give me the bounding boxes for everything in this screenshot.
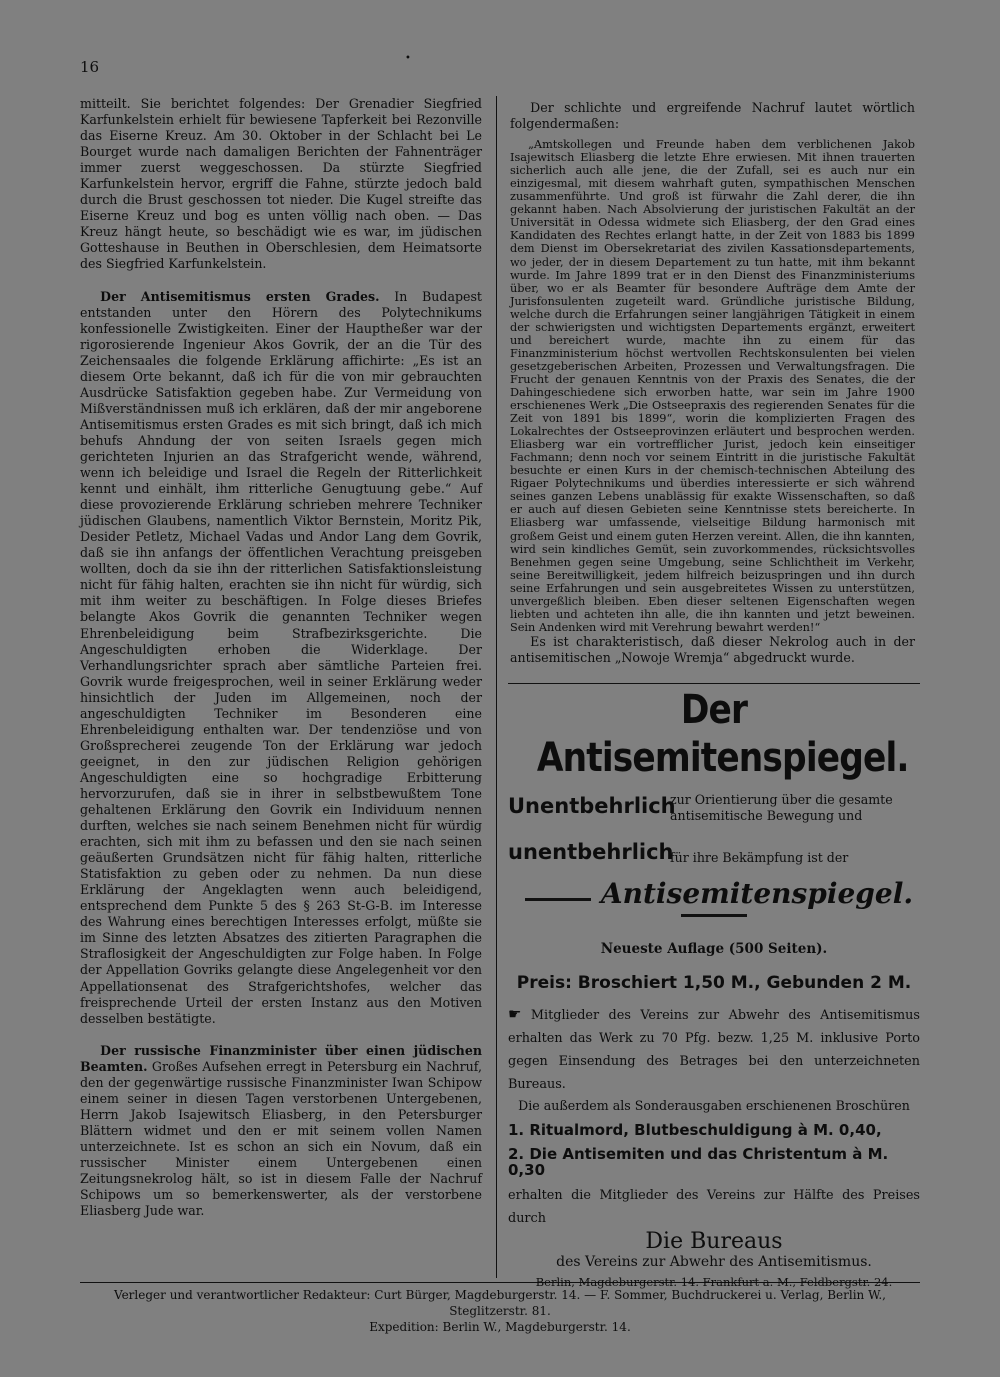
ad-item-1: 1. Ritualmord, Blutbeschuldigung à M. 0,40, [508, 1121, 882, 1139]
footer-expedition: Expedition: Berlin W., Magdeburgerstr. 14. [369, 1320, 631, 1334]
obituary-text: „Amtskollegen und Freunde haben dem verblichenen Jakob Isajewitsch Eliasberg die letzte Ehre erwiesen. Mit ihnen trauerten sicherlich auch alle jene, die der Zufall, sei es auch nur ein einzigesmal, mit diesem wahrhaft guten, sympathischen Menschen zusammenführte. Und groß ist fürwahr die Zahl derer, die ihn gekannt haben. Nach Absolvierung der juristischen Fakultät an der Universität in Odessa widmete sich Eliasberg, der den Grad eines Kandidaten des Rechtes erlangt hatte, in der Zeit von 1883 bis 1899 dem Dienst im Obersekretariat des zivilen Kassationsdepartements, wo jeder, der in diesem Departement zu tun hatte, mit ihm bekannt wurde. Im Jahre 1899 trat er in den Dienst des Finanzministeriums über, wo er als Beamter für besondere Aufträge dem Amte der Jurisfonsulenten zugeteilt ward. Gründliche juristische Bildung, welche durch die Erfahrungen seiner langjährigen Tätigkeit in einem der schwierigsten und wichtigsten Departements ergänzt, erweitert und bereichert wurde, machte ihn zu einem für das Finanzministerium höchst wertvollen Rechtskonsulenten bei vielen gesetzgeberischen Arbeiten, Prozessen und Verwaltungsfragen. Die Frucht der genauen Kenntnis von der Praxis des Senates, die der Dahingeschiedene sich erworben hatte, war sein im Jahre 1900 erschienenes Werk „Die Ostseepraxis des regierenden Senates für die Zeit von 1891 bis 1899“, worin die komplizierten Fragen des Lokalrechtes der Ostseeprovinzen erläutert und besprochen werden. Eliasberg war ein vortrefflicher Jurist, jedoch kein einseitiger Fachmann; denn noch vor seinem Eintritt in die juristische Fakultät besuchte er einen Kurs in der chemisch-technischen Abteilung des Rigaer Polytechnikums und überdies interessierte er sich während seines ganzen Lebens unablässig für exakte Wissenschaften, so daß er auch auf diesen Gebieten seine Kenntnisse stets bereicherte. In Eliasberg war umfassende, vielseitige Bildung harmonisch mit großem Geist und einem guten Herzen vereint. Allen, die ihn kannten, wird sein kindliches Gemüt, sein zuvorkommendes, rücksichtsvolles Benehmen gegen seine Umgebung, seine Schlichtheit im Verkehr, seine Bereitwilligkeit, jedem hilfreich beizuspringen und ihn durch seine Erfahrungen und sein ausgebreitetes Wissen zu unterstützen, unvergeßlich bleiben. Eben dieser seltenen Eigenschaften wegen liebten und achteten ihn alle, die ihn kannten und jetzt beweinen. Sein Andenken wird mit Verehrung bewahrt werden!“ [510, 138, 915, 634]
right-column [510, 100, 915, 666]
ad-item-2: 2. Die Antisemiten und das Christentum à M. 0,30 [508, 1145, 889, 1179]
article-antisemitismus [80, 289, 482, 1027]
ad-addresses: Berlin, Magdeburgerstr. 14. Frankfurt a. M., Feldbergstr. 24. [535, 1275, 893, 1289]
ad-bureaus: Die Bureaus [645, 1229, 783, 1254]
ad-also: Die außerdem als Sonderausgaben erschienenen Broschüren [518, 1098, 910, 1113]
footer-publisher: Verleger und verantwortlicher Redakteur: Curt Bürger, Magdeburgerstr. 14. — F. Sommer, Buchdruckerei u. Verlag, Berlin W., Steglitzerstr. 81. [114, 1288, 886, 1318]
page-number: 16 [80, 58, 100, 76]
ad-subtitle: Antisemitenspiegel. [600, 877, 914, 910]
ad-members-text: Mitglieder des Vereins zur Abwehr des Antisemitismus erhalten das Werk zu 70 Pfg. bezw. 1,25 M. inklusive Porto gegen Einsendung des Betrages bei den unterzeichneten Bureaus. [508, 1008, 920, 1092]
ad-big-word: Unentbehrlich [508, 794, 676, 818]
footer [80, 1287, 920, 1335]
article-finanzminister [80, 1043, 482, 1220]
ad-big-word: unentbehrlich [508, 840, 674, 864]
obituary-intro: Der schlichte und ergreifende Nachruf lautet wörtlich folgendermaßen: [510, 100, 915, 132]
article-heading: Der Antisemitismus ersten Grades. [100, 288, 380, 304]
ad-members [508, 1003, 920, 1096]
article-karfunkelstein: mitteilt. Sie berichtet folgendes: Der Grenadier Siegfried Karfunkelstein erhielt für bewiesene Tapferkeit bei Rezonville das Eiserne Kreuz. Am 30. Oktober in der Schlacht bei Le Bourget wurde nach damaligen Berichten der Fahnenträger immer zuerst weggeschossen. Da stürzte Siegfried Karfunkelstein hervor, ergriff die Fahne, stürzte jedoch bald durch die Brust geschossen tot nieder. Die Kugel streifte das Eiserne Kreuz und bog es unten völlig nach oben. — Das Kreuz hängt heute, so beschädigt wie es war, im jüdischen Gotteshause in Beuthen in Oberschlesien, dem Heimatsorte des Siegfried Karfunkelstein. [80, 96, 482, 272]
ad-title: Der Antisemitenspiegel. [536, 687, 909, 781]
advertisement [508, 686, 920, 1290]
ad-row-bekaempfung [508, 840, 920, 880]
ad-verein: des Vereins zur Abwehr des Antisemitismus. [556, 1254, 872, 1270]
ornament-dash-left [525, 898, 591, 901]
ad-edition: Neueste Auflage (500 Seiten). [600, 941, 828, 957]
pointing-hand-icon: ☛ [508, 1005, 522, 1023]
ad-subtitle-row [508, 877, 920, 923]
ad-row-orientierung [508, 792, 920, 838]
ad-row-text: für ihre Bekämpfung ist der [670, 850, 849, 865]
ad-top-rule [508, 683, 920, 684]
obituary-outro: Es ist charakteristisch, daß dieser Nekrolog auch in der antisemitischen „Nowoje Wremja“ abgedruckt wurde. [510, 633, 915, 665]
ad-price: Preis: Broschiert 1,50 M., Gebunden 2 M. [516, 973, 912, 993]
article-heading: Der russische Finanzminister über einen jüdischen Beamten. [80, 1042, 482, 1074]
ornament-dash-right [681, 914, 747, 917]
print-mark: • [405, 53, 411, 64]
ad-row-text: zur Orientierung über die gesamte antisemitische Bewegung und [670, 792, 893, 823]
left-column [80, 96, 482, 1219]
column-divider [496, 96, 497, 1278]
article-body: Großes Aufsehen erregt in Petersburg ein Nachruf, den der gegenwärtige russische Finanzminister Iwan Schipow einem seiner in diesen Tagen verstorbenen Untergebenen, Herrn Jakob Isajewitsch Eliasberg, in den Petersburger Blättern widmet und den er mit seinem vollen Namen unterzeichnete. Ist es schon an sich ein Novum, daß ein russischer Minister einem Untergebenen einen Zeitungsnekrolog hält, so ist in diesem Falle der Nachruf Schipows um so bemerkenswerter, als der verstorbene Eliasberg Jude war. [80, 1058, 482, 1219]
ad-members-half: erhalten die Mitglieder des Vereins zur Hälfte des Preises durch [508, 1188, 920, 1226]
article-body: In Budapest entstanden unter den Hörern des Polytechnikums konfessionelle Zwistigkeiten. Einer der Hauptheßer war der rigorosierende Ingenieur Akos Govrik, der an die Tür des Zeichensaales die folgende Erklärung affichirte: „Es ist an diesem Orte bekannt, daß ich für die von mir gebrauchten Ausdrücke Satisfaktion gegeben habe. Zur Vermeidung von Mißverständnissen muß ich erklären, daß der mir angeborene Antisemitismus ersten Grades es mit sich bringt, daß ich mich behufs Ahndung der von seiten Israels gegen mich gerichteten Injurien an das Strafgericht wende, während, wenn ich beleidige und Israel die Regeln der Ritterlichkeit kennt und einhält, ihm ritterliche Genugtuung gebe.“ Auf diese provozierende Erklärung schrieben mehrere Techniker jüdischen Glaubens, namentlich Viktor Bernstein, Moritz Pik, Desider Petletz, Michael Vadas und Andor Lang dem Govrik, daß sie ihn anfangs der öffentlichen Verachtung preisgeben wollten, doch da sie ihn der ritterlichen Satisfaktionsleistung nicht für fähig halten, erachten sie ihn nicht für würdig, sich mit ihm weiter zu beschäftigen. In Folge dieses Briefes belangte Akos Govrik die genannten Techniker wegen Ehrenbeleidigung beim Strafbezirksgerichte. Die Angeschuldigten erhoben die Widerklage. Der Verhandlungsrichter sprach aber sämtliche Parteien frei. Govrik wurde freigesprochen, weil in seiner Erklärung weder hinsichtlich der Juden im Allgemeinen, noch der angeschuldigten Techniker im Besonderen eine Ehrenbeleidigung enthalten war. Der tendenziöse und von Großsprecherei zeugende Ton der Erklärung war jedoch geeignet, in den zur jüdischen Religion gehörigen Angeschuldigten eine so hochgradige Erbitterung hervorzurufen, daß sie in ihrer in selbstbewußtem Tone gehaltenen Erklärung den Govrik ein Individuum nennen durften, welches sie nach seinem Benehmen nicht für würdig erachten, sich mit ihm zu befassen und den sie nach seinen geäußerten Grundsätzen nicht für fähig halten, ritterliche Statisfaktion zu geben oder zu nehmen. Da nun diese Erklärung der Angeklagten wenn auch beleidigend, entsprechend dem Punkte 5 des § 263 St-G-B. im Interesse des Wahrung eines berechtigen Interesses erfolgt, müßte sie im Sinne des letzten Absatzes des zitierten Paragraphen die Straflosigkeit der Angeschuldigten zur Folge haben. In Folge der Appellation Govriks gelangte diese Angelegenheit vor den Appellationsenat des Strafgerichtshofes, welcher das freisprechende Urteil der ersten Instanz aus den Motiven desselben bestätigte. [80, 288, 482, 1026]
